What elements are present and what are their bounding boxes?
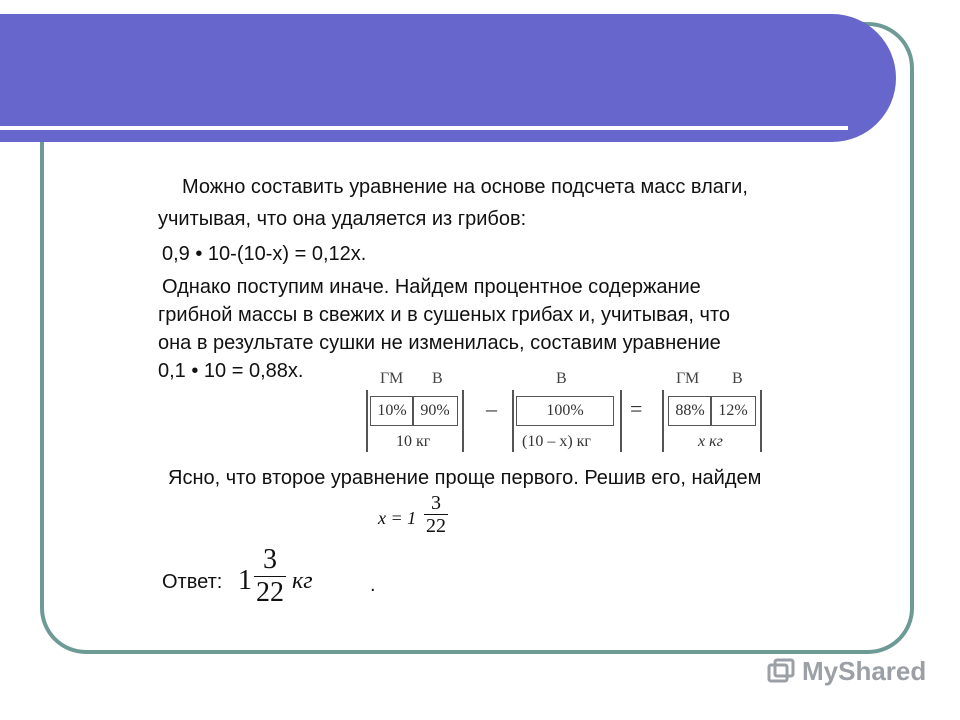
box1-header-gm: ГМ	[380, 370, 404, 387]
paragraph2-line1: Однако поступим иначе. Найдем процентное содержание	[162, 276, 701, 298]
box1-mass: 10 кг	[396, 433, 431, 450]
answer-whole: 1	[238, 565, 252, 596]
minus-sign: –	[486, 396, 497, 421]
watermark-text: MyShared	[802, 656, 927, 686]
banner-divider	[0, 126, 848, 130]
box3-cell-gm: 88%	[668, 396, 712, 426]
myshared-logo-icon	[766, 657, 796, 687]
paragraph3: Ясно, что второе уравнение проще первого. Решив его, найдем	[168, 467, 762, 489]
solution-denominator: 22	[426, 515, 446, 537]
box1-header-v: В	[432, 370, 443, 387]
answer-unit: кг	[292, 568, 313, 594]
answer-period: .	[370, 574, 376, 596]
watermark	[766, 656, 926, 687]
solution-fraction	[424, 492, 448, 537]
solution-numerator: 3	[424, 492, 448, 515]
equation1: 0,9 • 10-(10-х) = 0,12х.	[162, 243, 367, 265]
box3-header-gm: ГМ	[676, 370, 700, 387]
equals-sign: =	[630, 396, 643, 421]
solution-lhs: x = 1	[378, 508, 417, 528]
paragraph2-line3: она в результате сушки не изменилась, составим уравнение	[158, 332, 721, 354]
box2-cell-v: 100%	[516, 396, 614, 426]
paragraph1-line1: Можно составить уравнение на основе подсчета масс влаги,	[182, 176, 748, 198]
box3-header-v: В	[732, 370, 743, 387]
box2-header-v: В	[556, 370, 567, 387]
title-banner	[0, 14, 896, 142]
box1-cell-gm: 10%	[370, 396, 414, 426]
box3-mass: x кг	[698, 433, 723, 450]
answer-fraction	[254, 544, 286, 609]
answer-denominator: 22	[256, 577, 284, 608]
paragraph1-line2: учитывая, что она удаляется из грибов:	[158, 208, 527, 230]
box1-cell-v: 90%	[412, 396, 458, 426]
box3-cell-v: 12%	[710, 396, 756, 426]
equation2: 0,1 • 10 = 0,88х.	[158, 360, 304, 382]
paragraph2-line2: грибной массы в свежих и в сушеных грибах и, учитывая, что	[158, 304, 731, 326]
answer-label: Ответ:	[162, 571, 223, 593]
answer-numerator: 3	[254, 544, 286, 577]
box2-mass: (10 – x) кг	[522, 433, 591, 450]
